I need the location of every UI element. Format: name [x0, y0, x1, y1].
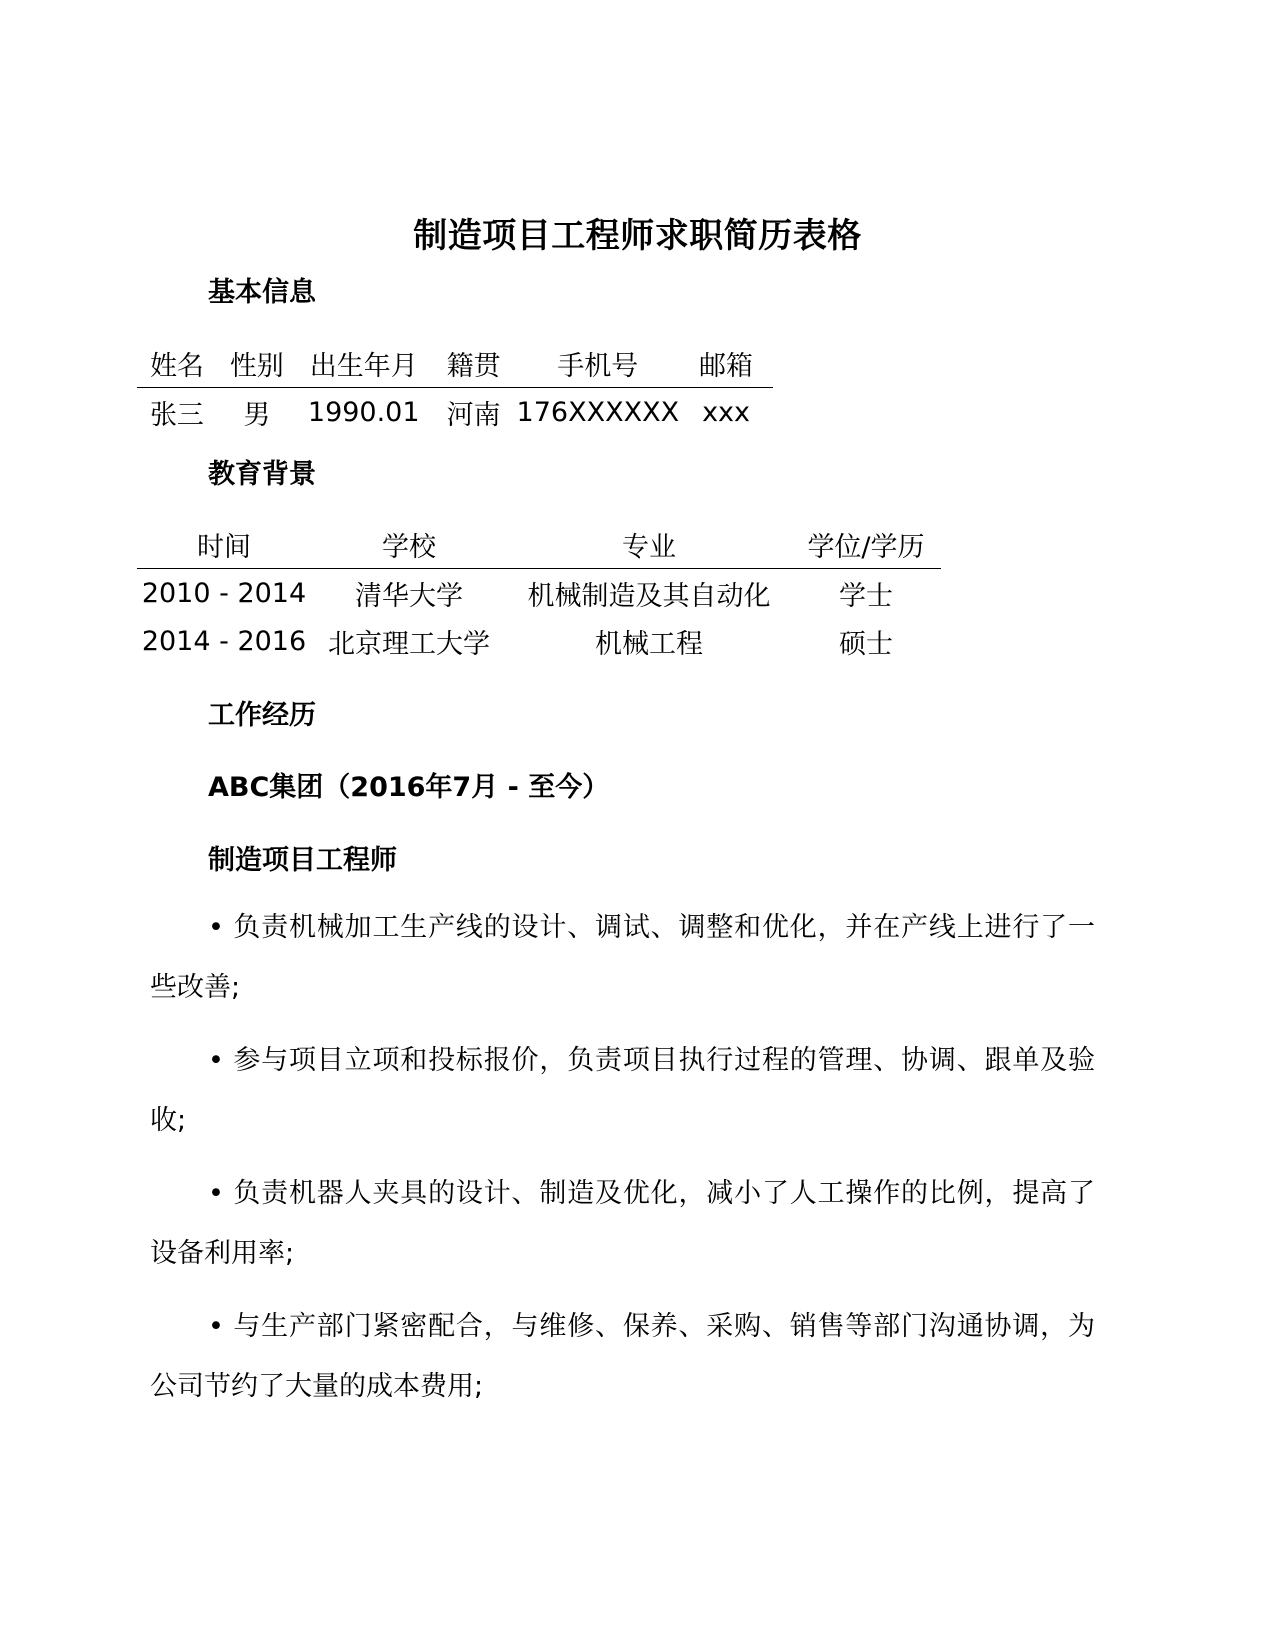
- table-row: [137, 388, 773, 437]
- education-table: [137, 520, 941, 665]
- header-birth: 出生年月: [297, 339, 431, 388]
- cell-school: 清华大学: [355, 580, 463, 612]
- table-row: [137, 617, 941, 665]
- table-header-row: [137, 520, 941, 569]
- education-heading: 教育背景: [208, 459, 316, 490]
- header-major: 专业: [507, 520, 791, 569]
- cell-gender: 男: [243, 399, 271, 431]
- cell-phone: 176XXXXXX: [516, 396, 680, 428]
- basic-info-table: [137, 339, 773, 436]
- position-line: 制造项目工程师: [208, 845, 397, 876]
- cell-degree: 学士: [839, 580, 893, 612]
- cell-name: 张三: [149, 399, 204, 431]
- header-hometown: 籍贯: [431, 339, 517, 388]
- cell-period: 2014 - 2016: [141, 625, 307, 657]
- list-item: • 与生产部门紧密配合，与维修、保养、采购、销售等部门沟通协调，为公司节约了大量的成本费用;: [150, 1311, 1095, 1402]
- cell-email: xxx: [702, 396, 750, 428]
- cell-degree: 硕士: [839, 628, 893, 660]
- company-line: ABC集团（2016年7月 - 至今）: [208, 772, 610, 803]
- cell-hometown: 河南: [446, 399, 501, 431]
- cell-school: 北京理工大学: [328, 628, 490, 660]
- list-item: • 负责机器人夹具的设计、制造及优化，减小了人工操作的比例，提高了设备利用率;: [150, 1178, 1095, 1269]
- cell-major: 机械制造及其自动化: [527, 580, 771, 612]
- document-title: 制造项目工程师求职简历表格: [413, 216, 862, 256]
- table-row: [137, 569, 941, 618]
- header-email: 邮箱: [679, 339, 773, 388]
- header-period: 时间: [137, 520, 311, 569]
- header-name: 姓名: [137, 339, 217, 388]
- cell-major: 机械工程: [595, 628, 703, 660]
- header-degree: 学位/学历: [791, 520, 941, 569]
- work-heading: 工作经历: [208, 700, 316, 731]
- header-gender: 性别: [217, 339, 297, 388]
- cell-birth: 1990.01: [307, 396, 420, 428]
- list-item: • 负责机械加工生产线的设计、调试、调整和优化，并在产线上进行了一些改善;: [150, 912, 1095, 1003]
- table-header-row: [137, 339, 773, 388]
- header-school: 学校: [311, 520, 507, 569]
- cell-period: 2010 - 2014: [141, 577, 307, 609]
- basic-info-heading: 基本信息: [208, 277, 316, 308]
- list-item: • 参与项目立项和投标报价，负责项目执行过程的管理、协调、跟单及验收;: [150, 1045, 1095, 1136]
- header-phone: 手机号: [517, 339, 680, 388]
